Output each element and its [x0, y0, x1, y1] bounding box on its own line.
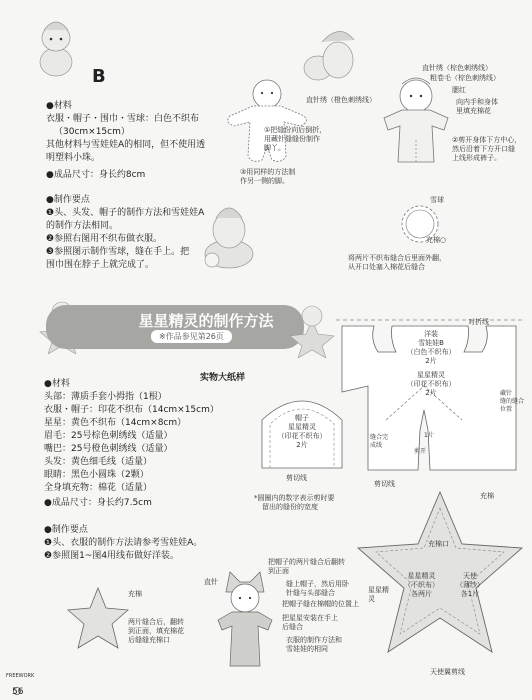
materials-line: 全身填充物：棉花（适量）	[44, 483, 153, 493]
doll-direct-stitch: 直针	[204, 578, 218, 586]
seam-right: 藏针 缝的缝合位置	[500, 390, 525, 413]
note-1: ①把缝份向后倒折， 用藏针缝缝份制作 脚丫。	[264, 126, 327, 152]
star-mouth-label: 充棉口	[428, 540, 449, 548]
note-3: ③用同样的方法制 作另一侧的脚。	[240, 168, 296, 185]
step-line: ❸参照图示制作雪球，缝在手上。把	[46, 247, 190, 257]
doll-note-2: 缝上帽子，然后用卧 针缝与头部缝合	[286, 580, 349, 597]
diagram-small-star	[66, 586, 130, 650]
small-star-note: 两片缝合后，翻转 到正面，填充棉花 后缝缝充棉口	[128, 618, 184, 644]
materials-heading: ●材料	[44, 379, 70, 389]
step-line: 围巾围在脖子上就完成了。	[46, 260, 155, 270]
steps-heading: ●制作要点	[46, 195, 90, 205]
star-label-left: 星星精灵 （不织布） 各两片	[404, 572, 439, 598]
cotton-right: 充棉	[480, 492, 494, 500]
photo-star-fairy-right	[286, 300, 338, 358]
small-star-cotton: 充棉	[128, 590, 142, 598]
photo-doll-b-side	[300, 22, 358, 84]
step-line: ❷参照右图用不织布做衣服。	[46, 234, 163, 244]
steps-heading: ●制作要点	[44, 525, 88, 535]
note-2: ②剪开身体下方中心， 然后沿着下方开口缝 上线形成裤子。	[452, 136, 522, 162]
materials-heading: ●材料	[46, 101, 72, 111]
seam-cut: 剪开	[414, 448, 427, 455]
materials-line: 其他材料与雪娃娃A的相同，但不使用透	[46, 140, 206, 150]
materials-line: 衣服・帽子・围巾・雪球：白色不织布	[46, 114, 200, 124]
section-b-text	[46, 100, 205, 272]
angel-cut-line: 天使翼剪线	[430, 668, 465, 676]
page-number: 56	[12, 687, 24, 697]
star-side-label: 星星精 灵	[368, 586, 389, 603]
label-stitch-top: 直针绣（棕色刺绣线）	[422, 64, 492, 72]
star-label-right: 天使 （薄纱） 各1片	[456, 572, 484, 598]
pattern-star	[352, 486, 528, 662]
photo-doll-b-snowball	[200, 200, 258, 272]
materials-line: 眉毛：25号棕色刺绣线（适量）	[44, 431, 173, 441]
materials-line: 星星：黄色不织布（14cm×8cm）	[44, 418, 187, 428]
label-hand-parts: 向内手和身体 里填充棉花	[456, 98, 498, 115]
snowball-label: 雪球	[430, 196, 444, 204]
doll-note-1: 把帽子的两片缝合后翻转 到正面	[268, 558, 345, 575]
banner-subtitle: ※作品参见第26页	[151, 330, 232, 343]
cut-line: 剪切线	[374, 480, 395, 488]
seam-label: 缝合完成线	[370, 434, 389, 449]
hat-label: 帽子 星星精灵 （印花不织布） 2片	[277, 414, 327, 449]
materials-line: 嘴巴：25号橙色刺绣线（适量）	[44, 444, 173, 454]
step-line: ❶头、头发、帽子的制作方法和雪娃娃A	[46, 208, 205, 218]
doll-note-4: 把星星安装在手上 后缝合	[282, 614, 338, 631]
photo-doll-b-front	[32, 14, 80, 78]
hat-cut-line: 剪切线	[286, 474, 307, 482]
seam-note: *圆圈内的数字表示剪时要 留出的缝份的宽度	[254, 494, 335, 511]
step-line: ❶头、衣服的制作方法请参考雪娃娃A。	[44, 538, 203, 548]
fold-line-label: 对折线	[468, 318, 489, 326]
size-line: ●成品尺寸：身长约7.5cm	[44, 498, 152, 508]
pattern-title: 实物大纸样	[200, 373, 246, 383]
diagram-fairy-doll	[214, 568, 276, 672]
section-b-letter: B	[92, 66, 106, 87]
label-cheek: 腮红	[452, 86, 466, 94]
label-stitch-side: 直针绣（橙色刺绣线）	[306, 96, 376, 104]
materials-line: 头部：薄质手套小拇指（1根）	[44, 392, 167, 402]
one-piece: 1片	[424, 432, 434, 439]
materials-line: 衣服・帽子：印花不织布（14cm×15cm）	[44, 405, 219, 415]
doll-note-5: 衣服的制作方法和 雪娃娃的相同	[286, 636, 342, 653]
banner-title: 星星精灵的制作方法	[138, 312, 274, 330]
step-line: 的制作方法相同。	[46, 221, 119, 231]
label-hair: 粗卷毛（棕色刺绣线）	[430, 74, 500, 82]
title-banner	[46, 305, 304, 349]
materials-line: 明塑料小珠。	[46, 153, 101, 163]
cotton-label: 充棉○	[426, 236, 447, 244]
diagram-dressed-doll	[380, 70, 452, 170]
snowball-note: 将两片不织布缝合后里面外翻， 从开口处塞入棉花后缝合	[348, 254, 446, 271]
section-star-text	[44, 378, 219, 563]
materials-line: 眼睛：黑色小圆珠（2颗）	[44, 470, 149, 480]
footer-brand: FREEWORK	[6, 673, 35, 679]
materials-line: （30cm×15cm）	[54, 127, 130, 137]
body-label: 洋装 雪娃娃B （白色不织布） 2片 星星精灵 （印花不织布） 2片	[406, 330, 456, 397]
step-line: ❷参照图1~图4用线布做好洋装。	[44, 551, 180, 561]
size-line: ●成品尺寸：身长约8cm	[46, 170, 146, 180]
materials-line: 头发：黄色细毛线（适量）	[44, 457, 153, 467]
doll-note-3: 把帽子缝在棉帽的位置上	[282, 600, 359, 608]
